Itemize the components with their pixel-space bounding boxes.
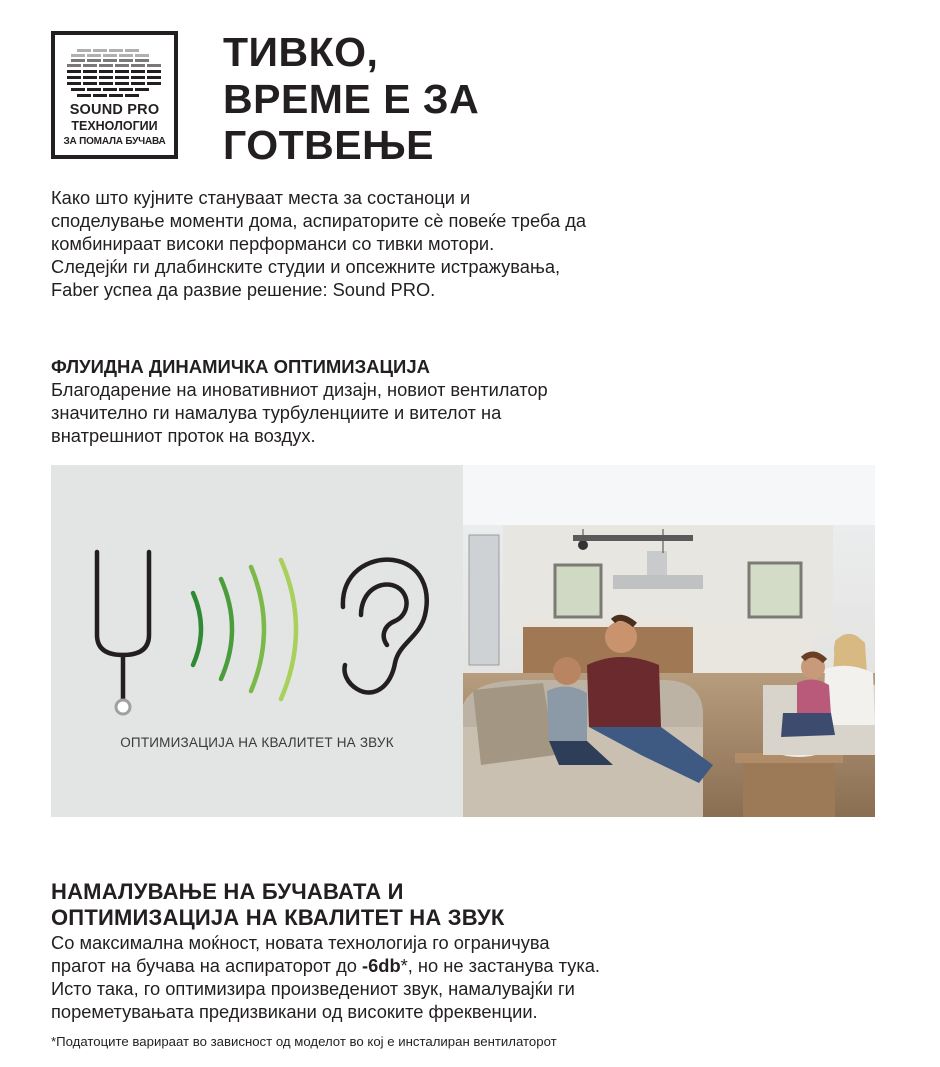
logo-line-2: ТЕХНОЛОГИИ <box>71 119 158 133</box>
section2-line-4: пореметувањата предизвикани од високите фреквенции. <box>51 1001 538 1022</box>
equalizer-bars-icon <box>55 43 174 99</box>
section2-line-1: Со максимална моќност, новата технологија го ограничува <box>51 932 550 953</box>
tuning-fork-icon <box>97 552 149 699</box>
section1-line-1: Благодарение на иновативниот дизајн, новиот вентилатор <box>51 379 548 400</box>
intro-line-3: комбинираат високи перформанси со тивки мотори. <box>51 233 495 254</box>
noise-reduction-value: -6db <box>362 955 401 976</box>
section2-title-line-2: ОПТИМИЗАЦИЈА НА КВАЛИТЕТ НА ЗВУК <box>51 905 505 930</box>
headline-line-1: ТИВКО, <box>223 29 379 75</box>
ear-icon <box>343 560 427 693</box>
logo-line-3: ЗА ПОМАЛА БУЧАВА <box>63 136 166 147</box>
section2-line-3: Исто така, го оптимизира произведениот звук, намалувајќи ги <box>51 978 575 999</box>
section2-title-line-1: НАМАЛУВАЊЕ НА БУЧАВАТА И <box>51 879 404 904</box>
sound-illustration-panel <box>51 465 463 817</box>
section2-line-2-pre: прагот на бучава на аспираторот до <box>51 955 363 976</box>
tuning-fork-ball-icon <box>116 700 130 714</box>
headline-line-3: ГОТВЕЊЕ <box>223 122 435 168</box>
illustration-caption: ОПТИМИЗАЦИЈА НА КВАЛИТЕТ НА ЗВУК <box>120 735 394 750</box>
intro-line-2: споделување моменти дома, аспираторите сè повеќе треба да <box>51 210 587 231</box>
intro-line-1: Како што кујните стануваат места за состаноци и <box>51 187 471 208</box>
section1-line-2: значително ги намалува турбуленциите и вителот на <box>51 402 502 423</box>
intro-line-4: Следејќи ги длабинските студии и опсежните истражувања, <box>51 256 561 277</box>
logo-line-1: SOUND PRO <box>69 102 160 118</box>
footnote: *Податоците варираат во зависност од моделот во кој е инсталиран вентилаторот <box>51 1034 557 1049</box>
section1-line-3: внатрешниот проток на воздух. <box>51 425 316 446</box>
sound-pro-logo <box>51 31 178 159</box>
section1-title: ФЛУИДНА ДИНАМИЧКА ОПТИМИЗАЦИЈА <box>51 356 431 377</box>
headline-line-2: ВРЕМЕ Е ЗА <box>223 76 480 122</box>
section2-line-2-post: *, но не застанува тука. <box>400 955 600 976</box>
sound-waves-icon <box>193 560 296 699</box>
section2-line-2 <box>51 955 600 978</box>
intro-line-5: Faber успеа да развие решение: Sound PRO. <box>51 279 436 300</box>
family-living-room-photo <box>463 465 875 817</box>
